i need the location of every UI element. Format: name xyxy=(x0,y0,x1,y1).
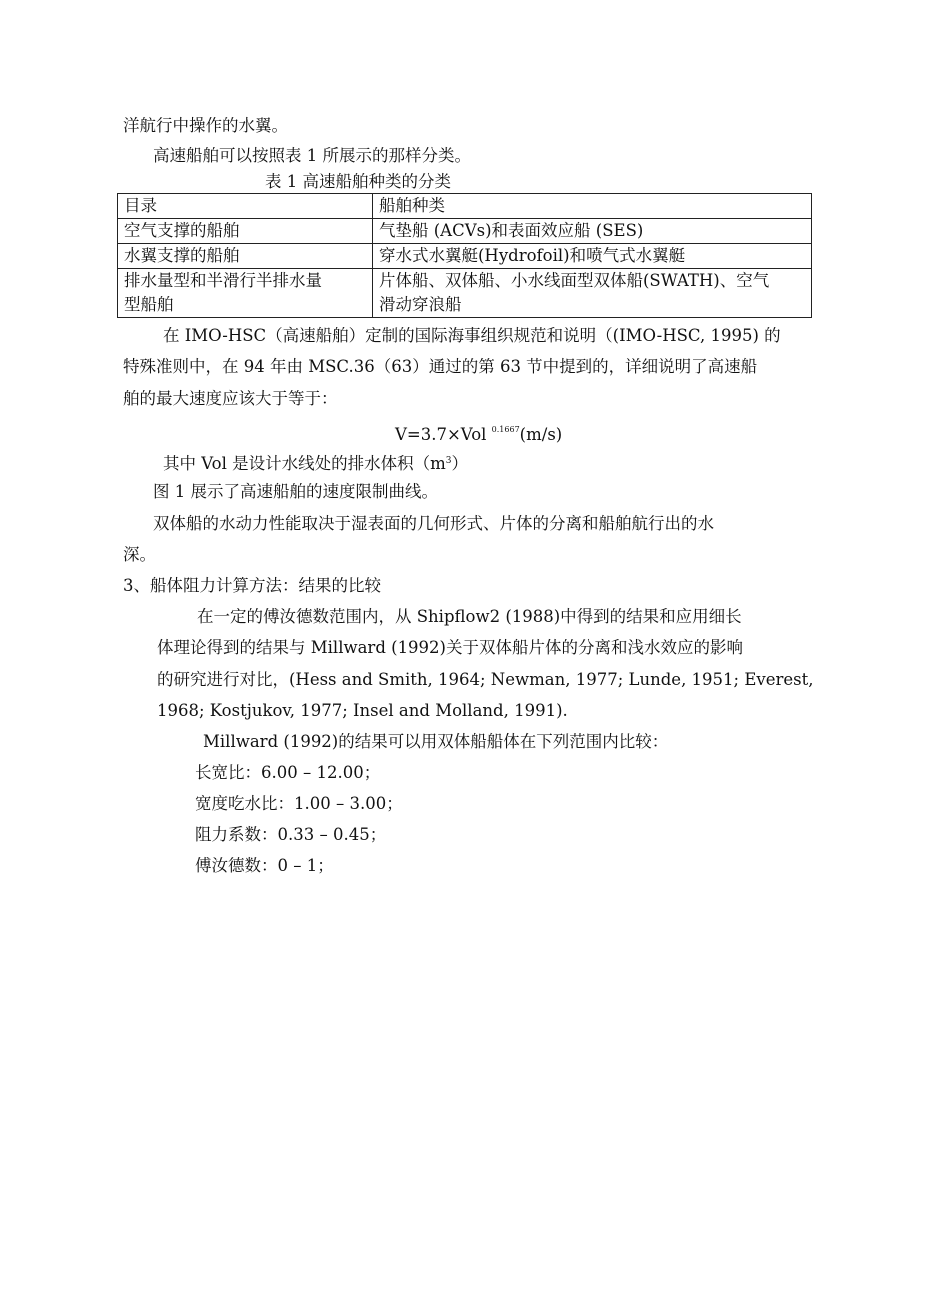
formula-exponent: 0.1667 xyxy=(491,425,520,434)
table-cell-types xyxy=(373,269,812,318)
table-cell-category xyxy=(118,269,373,318)
table-row xyxy=(118,244,812,269)
vol-note-superscript: 3 xyxy=(445,456,452,466)
imo-line-2: 特殊准则中，在 94 年由 MSC.36（63）通过的第 63 节中提到的，详细说明了高速船 xyxy=(123,357,758,376)
imo-line-3: 舶的最大速度应该大于等于： xyxy=(123,389,338,408)
section-heading: 3、船体阻力计算方法：结果的比较 xyxy=(123,576,381,595)
speed-formula xyxy=(395,419,562,446)
table-cell-line: 片体船、双体船、小水线面型双体船(SWATH)、空气 xyxy=(379,271,770,290)
range-item: 傅汝德数：0 – 1； xyxy=(195,856,334,875)
formula-base: V=3.7×Vol xyxy=(395,425,492,444)
table-row xyxy=(118,269,812,318)
table-cell-line: 排水量型和半滑行半排水量 xyxy=(124,271,322,290)
catamaran-line-2: 深。 xyxy=(123,545,156,564)
table-header-category: 目录 xyxy=(118,194,373,219)
range-item: 长宽比：6.00 – 12.00； xyxy=(195,763,381,782)
section-line-3: 的研究进行对比，(Hess and Smith, 1964; Newman, 1977; Lunde, 1951; Everest, xyxy=(157,670,814,689)
table-row xyxy=(118,219,812,244)
table-caption: 表 1 高速船舶种类的分类 xyxy=(265,172,451,191)
vol-note xyxy=(163,450,468,475)
catamaran-line-1: 双体船的水动力性能取决于湿表面的几何形式、片体的分离和船舶航行出的水 xyxy=(153,514,714,533)
figure-note: 图 1 展示了高速船舶的速度限制曲线。 xyxy=(153,482,438,501)
section-line-2: 体理论得到的结果与 Millward (1992)关于双体船片体的分离和浅水效应的影响 xyxy=(157,638,743,657)
vol-note-text: 其中 Vol 是设计水线处的排水体积（m xyxy=(163,454,446,473)
formula-unit: (m/s) xyxy=(519,425,563,444)
range-item: 阻力系数：0.33 – 0.45； xyxy=(195,825,387,844)
table-header-types: 船舶种类 xyxy=(373,194,812,219)
millward-intro: Millward (1992)的结果可以用双体船船体在下列范围内比较： xyxy=(203,732,669,751)
paragraph-classification: 高速船舶可以按照表 1 所展示的那样分类。 xyxy=(153,146,471,165)
section-line-4: 1968; Kostjukov, 1977; Insel and Molland, 1991). xyxy=(157,701,568,720)
table-cell-category: 空气支撑的船舶 xyxy=(118,219,373,244)
section-line-1: 在一定的傅汝德数范围内，从 Shipflow2 (1988)中得到的结果和应用细长 xyxy=(197,607,742,626)
table-cell-line: 型船舶 xyxy=(124,295,174,314)
paragraph-intro-end: 洋航行中操作的水翼。 xyxy=(123,116,288,135)
vol-note-close: ） xyxy=(451,454,468,473)
classification-table xyxy=(117,193,812,318)
table-cell-types: 穿水式水翼艇(Hydrofoil)和喷气式水翼艇 xyxy=(373,244,812,269)
range-item: 宽度吃水比：1.00 – 3.00； xyxy=(195,794,403,813)
table-cell-types: 气垫船 (ACVs)和表面效应船 (SES) xyxy=(373,219,812,244)
table-cell-line: 滑动穿浪船 xyxy=(379,295,462,314)
imo-line-1: 在 IMO-HSC（高速船舶）定制的国际海事组织规范和说明（(IMO-HSC, 1995) 的 xyxy=(163,326,781,345)
table-header-row xyxy=(118,194,812,219)
table-cell-category: 水翼支撑的船舶 xyxy=(118,244,373,269)
